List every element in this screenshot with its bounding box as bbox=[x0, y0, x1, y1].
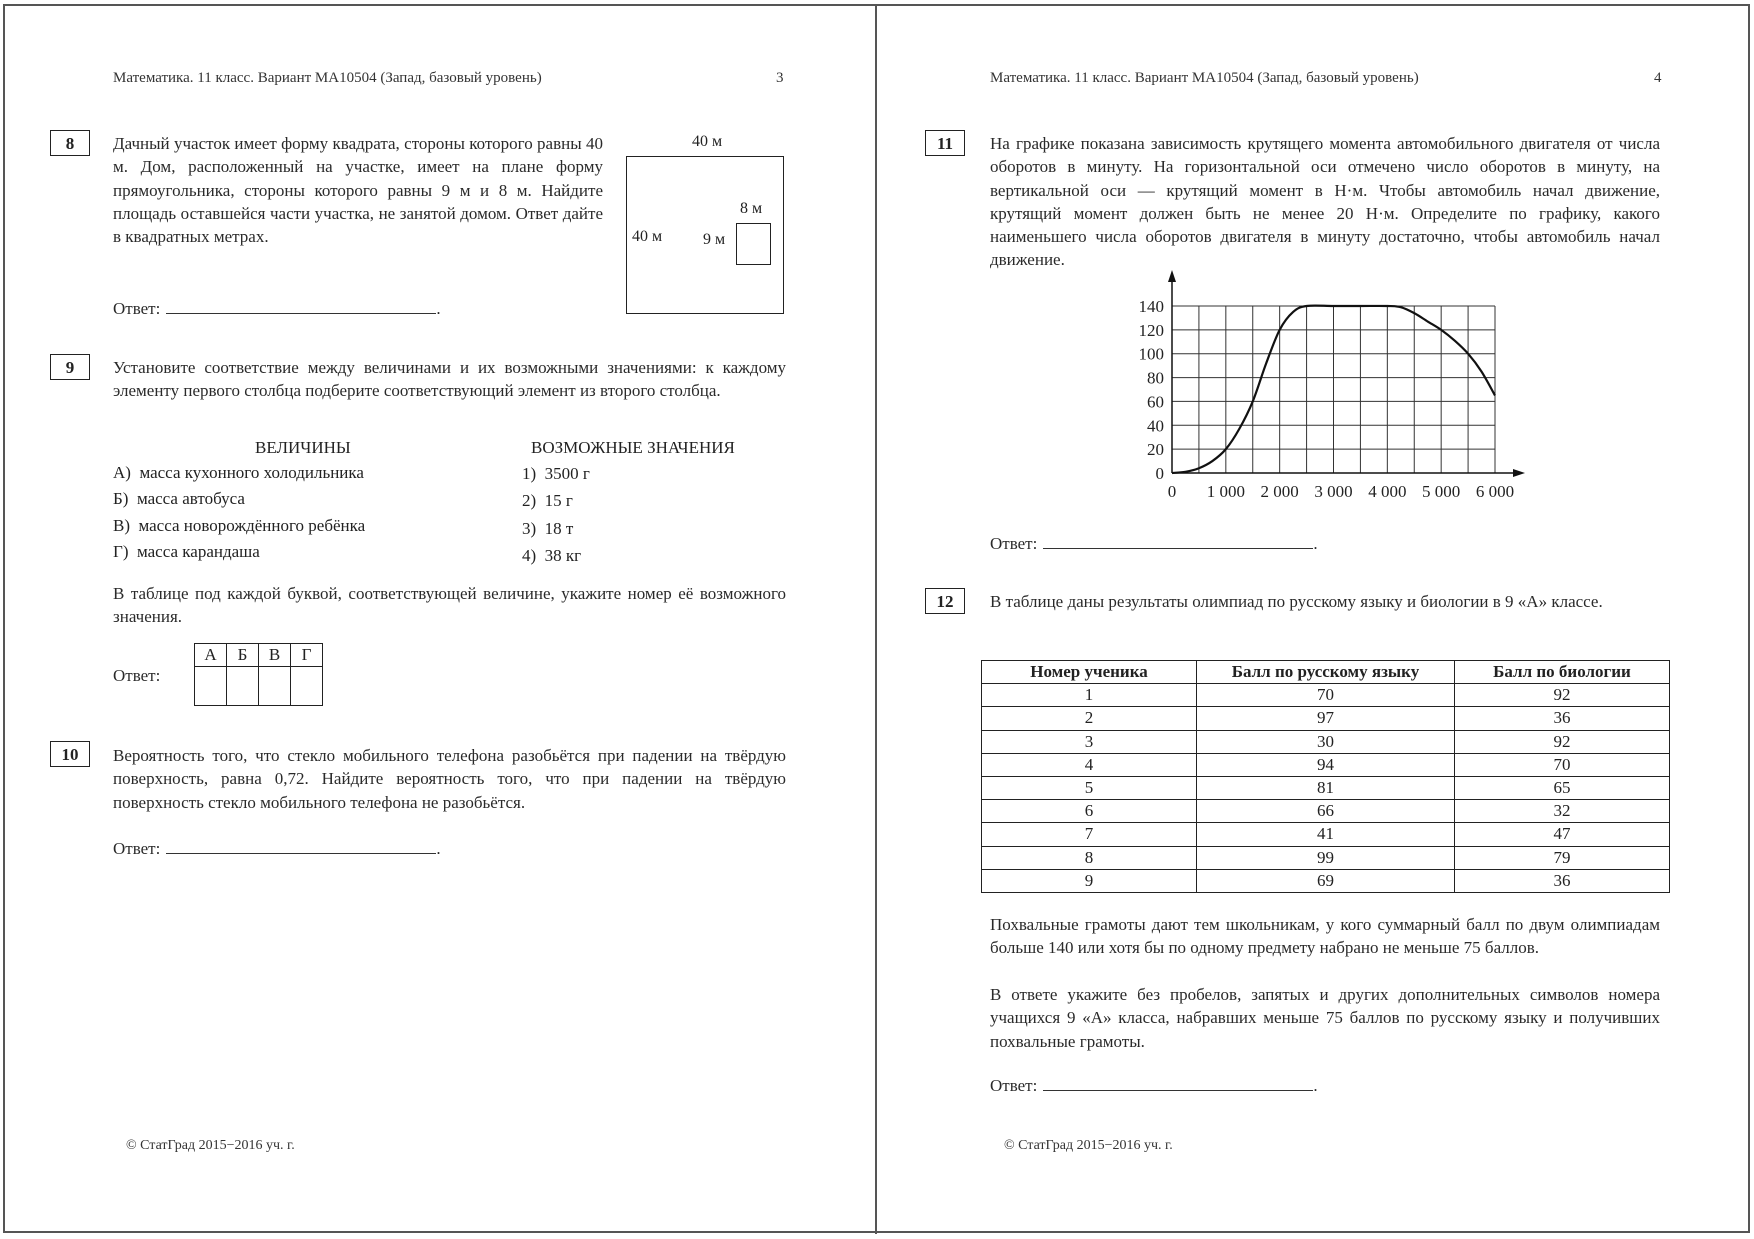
question-number-11: 11 bbox=[925, 130, 965, 156]
table-row bbox=[982, 753, 1670, 776]
student-number-cell: 9 bbox=[982, 869, 1197, 892]
table-row bbox=[982, 800, 1670, 823]
footer-copyright: © СтатГрад 2015−2016 уч. г. bbox=[1004, 1138, 1173, 1153]
question-number-12: 12 bbox=[925, 588, 965, 614]
russian-score-cell: 41 bbox=[1197, 823, 1455, 846]
answer-cell-g[interactable] bbox=[291, 667, 323, 706]
answer-10-field[interactable] bbox=[166, 839, 436, 854]
biology-score-cell: 92 bbox=[1455, 730, 1670, 753]
answer-label: Ответ: bbox=[990, 534, 1038, 553]
quantity-item: Б) масса автобуса bbox=[113, 489, 245, 508]
x-tick-label: 5 000 bbox=[1422, 482, 1461, 501]
answer-11-field[interactable] bbox=[1043, 534, 1313, 549]
answer-8 bbox=[113, 299, 441, 319]
biology-score-cell: 79 bbox=[1455, 846, 1670, 869]
question-number-10: 10 bbox=[50, 741, 90, 767]
page-number: 4 bbox=[1654, 70, 1662, 86]
plot-top-label: 40 м bbox=[692, 133, 723, 150]
russian-score-cell: 99 bbox=[1197, 846, 1455, 869]
y-tick-label: 120 bbox=[1138, 320, 1164, 340]
answer-cell-a[interactable] bbox=[195, 667, 227, 706]
y-axis-arrow-icon bbox=[1168, 270, 1176, 282]
y-tick-label: 100 bbox=[1138, 344, 1164, 364]
house-rectangle bbox=[736, 223, 771, 265]
answer-table-header: Г bbox=[291, 644, 323, 667]
answer-8-field[interactable] bbox=[166, 299, 436, 314]
answer-12-field[interactable] bbox=[1043, 1076, 1313, 1091]
question-8-text: Дачный участок имеет форму квадрата, стороны которого равны 40 м. Дом, расположенный на участке, имеет на плане форму прямоугольника, стороны которого равны 9 м и 8 м. Найдите площадь оставшейся части участка, не занятой домом. Ответ дайте в квадратных метрах. bbox=[113, 134, 603, 247]
x-tick-label: 3 000 bbox=[1314, 482, 1353, 501]
y-tick-label: 40 bbox=[1147, 416, 1164, 436]
table-row bbox=[982, 823, 1670, 846]
answer-table-header: В bbox=[259, 644, 291, 667]
page-header-title: Математика. 11 класс. Вариант МА10504 (Запад, базовый уровень) bbox=[113, 70, 542, 86]
value-item: 2) 15 г bbox=[522, 491, 573, 510]
right-page bbox=[877, 0, 1754, 1239]
answer-table-header: Б bbox=[227, 644, 259, 667]
biology-score-cell: 65 bbox=[1455, 776, 1670, 799]
russian-score-cell: 30 bbox=[1197, 730, 1455, 753]
table-row bbox=[982, 869, 1670, 892]
answer-suffix: . bbox=[436, 299, 441, 318]
table-row bbox=[982, 846, 1670, 869]
plot-left-label: 40 м bbox=[632, 228, 663, 245]
student-number-cell: 8 bbox=[982, 846, 1197, 869]
question-12-text: В таблице даны результаты олимпиад по русскому языку и биологии в 9 «А» классе. bbox=[990, 592, 1603, 611]
x-tick-label: 6 000 bbox=[1475, 482, 1515, 501]
biology-score-cell: 92 bbox=[1455, 684, 1670, 707]
answer-label: Ответ: bbox=[113, 299, 161, 318]
table-row bbox=[982, 776, 1670, 799]
page-number: 3 bbox=[776, 70, 784, 86]
answer-cell-b[interactable] bbox=[227, 667, 259, 706]
russian-score-cell: 70 bbox=[1197, 684, 1455, 707]
y-tick-label: 20 bbox=[1147, 440, 1164, 460]
y-tick-label: 60 bbox=[1147, 392, 1164, 412]
student-number-cell: 4 bbox=[982, 753, 1197, 776]
quantity-item: А) масса кухонного холодильника bbox=[113, 463, 364, 482]
x-tick-label: 4 000 bbox=[1368, 482, 1407, 501]
biology-score-cell: 47 bbox=[1455, 823, 1670, 846]
question-number-8: 8 bbox=[50, 130, 90, 156]
column-header: Балл по русскому языку bbox=[1197, 661, 1455, 684]
russian-score-cell: 69 bbox=[1197, 869, 1455, 892]
table-row bbox=[982, 684, 1670, 707]
question-10-text: Вероятность того, что стекло мобильного телефона разобьётся при падении на твёрдую поверхность, равна 0,72. Найдите вероятность того, что при падении на твёрдую поверхность стекло мобильного телефона не разобьётся. bbox=[113, 746, 786, 812]
student-number-cell: 5 bbox=[982, 776, 1197, 799]
question-9-text: Установите соответствие между величинами и их возможными значениями: к каждому элементу первого столбца подберите соответствующий элемент из второго столбца. bbox=[113, 358, 786, 401]
answer-cell-v[interactable] bbox=[259, 667, 291, 706]
question-12-text-2: Похвальные грамоты дают тем школьникам, у кого суммарный балл по двум олимпиадам больше 140 или хотя бы по одному предмету набрано не меньше 75 баллов. bbox=[990, 915, 1660, 958]
y-tick-label: 0 bbox=[1155, 464, 1164, 483]
values-header: ВОЗМОЖНЫЕ ЗНАЧЕНИЯ bbox=[531, 438, 735, 457]
student-number-cell: 1 bbox=[982, 684, 1197, 707]
value-item: 1) 3500 г bbox=[522, 464, 590, 483]
student-number-cell: 7 bbox=[982, 823, 1197, 846]
page-header-title: Математика. 11 класс. Вариант МА10504 (Запад, базовый уровень) bbox=[990, 70, 1419, 86]
russian-score-cell: 66 bbox=[1197, 800, 1455, 823]
student-number-cell: 6 bbox=[982, 800, 1197, 823]
table-row bbox=[982, 707, 1670, 730]
answer-suffix: . bbox=[436, 839, 441, 858]
x-tick-label: 2 000 bbox=[1260, 482, 1299, 501]
answer-suffix: . bbox=[1313, 534, 1318, 553]
question-12-text-3: В ответе укажите без пробелов, запятых и других дополнительных символов номера учащихся 9 «А» класса, набравших меньше 75 баллов по русскому языку и получивших похвальные грамоты. bbox=[990, 985, 1660, 1051]
biology-score-cell: 32 bbox=[1455, 800, 1670, 823]
question-number-9: 9 bbox=[50, 354, 90, 380]
quantity-item: Г) масса карандаша bbox=[113, 542, 260, 561]
answer-label: Ответ: bbox=[990, 1076, 1038, 1095]
value-item: 3) 18 т bbox=[522, 519, 574, 538]
question-9-instruction: В таблице под каждой буквой, соответствующей величине, укажите номер её возможного значения. bbox=[113, 584, 786, 627]
quantity-item: В) масса новорождённого ребёнка bbox=[113, 516, 366, 535]
biology-score-cell: 70 bbox=[1455, 753, 1670, 776]
footer-copyright: © СтатГрад 2015−2016 уч. г. bbox=[126, 1138, 295, 1153]
house-top-label: 8 м bbox=[740, 200, 763, 217]
x-tick-label: 0 bbox=[1167, 482, 1177, 501]
table-header-row bbox=[982, 661, 1670, 684]
y-tick-label: 80 bbox=[1147, 368, 1164, 388]
question-11-text: На графике показана зависимость крутящего момента автомобильного двигателя от числа оборотов в минуту. На горизонтальной оси отмечено число оборотов в минуту, на вертикальной оси — крутящий момент в Н·м. Чтобы автомобиль начал движение, крутящий момент должен быть не менее 20 Н·м. Определите по графику, какого наименьшего числа оборотов двигателя в минуту достаточно, чтобы автомобиль начал движение. bbox=[990, 134, 1660, 270]
answer-11 bbox=[990, 534, 1318, 554]
torque-chart bbox=[877, 0, 1754, 520]
answer-9-table bbox=[194, 643, 323, 706]
y-tick-label: 140 bbox=[1138, 297, 1164, 316]
value-item: 4) 38 кг bbox=[522, 546, 582, 565]
x-axis-arrow-icon bbox=[1513, 469, 1525, 477]
student-number-cell: 3 bbox=[982, 730, 1197, 753]
russian-score-cell: 97 bbox=[1197, 707, 1455, 730]
biology-score-cell: 36 bbox=[1455, 869, 1670, 892]
chart-grid bbox=[1172, 306, 1495, 473]
left-page bbox=[0, 0, 876, 1239]
answer-table-header: А bbox=[195, 644, 227, 667]
results-table bbox=[981, 660, 1670, 893]
answer-12 bbox=[990, 1076, 1318, 1096]
x-tick-label: 1 000 bbox=[1206, 482, 1245, 501]
house-left-label: 9 м bbox=[703, 231, 726, 248]
column-header: Балл по биологии bbox=[1455, 661, 1670, 684]
answer-suffix: . bbox=[1313, 1076, 1318, 1095]
biology-score-cell: 36 bbox=[1455, 707, 1670, 730]
table-row bbox=[982, 730, 1670, 753]
answer-9-label: Ответ: bbox=[113, 666, 161, 685]
column-header: Номер ученика bbox=[982, 661, 1197, 684]
answer-label: Ответ: bbox=[113, 839, 161, 858]
answer-10 bbox=[113, 839, 441, 859]
russian-score-cell: 94 bbox=[1197, 753, 1455, 776]
quantities-header: ВЕЛИЧИНЫ bbox=[255, 438, 351, 457]
student-number-cell: 2 bbox=[982, 707, 1197, 730]
russian-score-cell: 81 bbox=[1197, 776, 1455, 799]
chart-axes bbox=[1168, 270, 1525, 477]
